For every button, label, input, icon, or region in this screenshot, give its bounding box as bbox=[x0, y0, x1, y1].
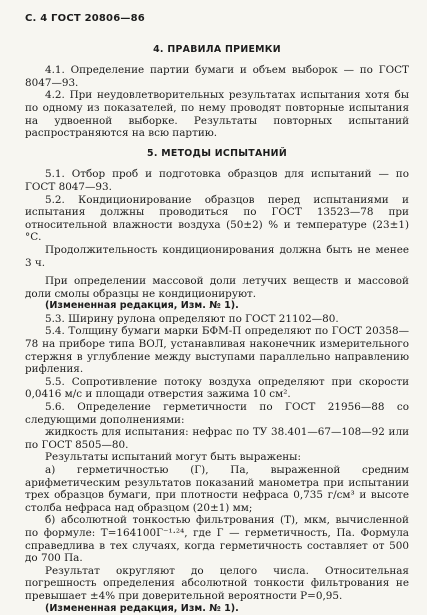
paragraph-4-1: 4.1. Определение партии бумаги и объем выборок — по ГОСТ 8047—93. bbox=[25, 64, 409, 89]
section-4-title: 4. ПРАВИЛА ПРИЕМКИ bbox=[153, 43, 281, 55]
paragraph-5-4: 5.4. Толщину бумаги марки БФМ-П определяют по ГОСТ 20358—78 на приборе типа ВОЛ, устанавливая наконечник измерительного стержня в углубление между выступами параллельно направлению рифления. bbox=[25, 325, 409, 376]
paragraph-4-2: 4.2. При неудовлетворительных результатах испытания хотя бы по одному из показателей, по нему проводят повторные испытания на удвоенной выборке. Результаты повторных испытаний распространяются на всю партию. bbox=[25, 89, 409, 140]
paragraph-5-1: 5.1. Отбор проб и подготовка образцов для испытаний — по ГОСТ 8047—93. bbox=[25, 168, 409, 193]
paragraph-5-5: 5.5. Сопротивление потоку воздуха определяют при скорости 0,0416 м/с и площади отверстия зажима 10 см². bbox=[25, 375, 409, 401]
paragraph-5-3: 5.3. Ширину рулона определяют по ГОСТ 21102—80. bbox=[45, 312, 339, 325]
paragraph-rounding: Результат округляют до целого числа. Относительная погрешность определения абсолютной тонкости фильтрования не превышает ±4% при доверительной вероятности P=0,95. bbox=[25, 564, 409, 602]
paragraph-test-liquid: жидкость для испытания: нефрас по ТУ 38.401—67—108—92 или по ГОСТ 8505—80. bbox=[25, 426, 409, 451]
section-5-title: 5. МЕТОДЫ ИСПЫТАНИЙ bbox=[147, 147, 287, 159]
paragraph-5-6: 5.6. Определение герметичности по ГОСТ 21956—88 со следующими дополнениями: bbox=[25, 401, 409, 426]
paragraph-results-intro: Результаты испытаний могут быть выражены: bbox=[45, 451, 301, 464]
edition-note-2: (Измененная редакция, Изм. № 1). bbox=[45, 602, 239, 614]
page-header: С. 4 ГОСТ 20806—86 bbox=[25, 13, 145, 24]
paragraph-conditioning-duration: Продолжительность кондиционирования должна быть не менее 3 ч. bbox=[25, 243, 409, 269]
edition-note-1: (Измененная редакция, Изм. № 1). bbox=[45, 300, 239, 312]
paragraph-volatile-note: При определении массовой доли летучих веществ и массовой доли смолы образцы не кондиционируют. bbox=[25, 275, 409, 300]
paragraph-item-b: б) абсолютной тонкостью фильтрования (T), мкм, вычисленной по формуле: T=164100Г⁻¹·²⁴, где Г — герметичность, Па. Формула справедлива в тех случаях, когда герметичность составляет от 500 до 700 Па. bbox=[25, 514, 409, 565]
paragraph-item-a: а) герметичностью (Г), Па, выраженной средним арифметическим результатов показаний манометра при испытании трех образцов бумаги, при плотности нефраса 0,735 г/см³ и высоте столба нефраса над образцом (20±1) мм; bbox=[25, 464, 409, 514]
paragraph-5-2: 5.2. Кондиционирование образцов перед испытаниями и испытания должны проводиться по ГОСТ 13523—78 при относительной влажности воздуха (50±2) % и температуре (23±1) °С. bbox=[25, 193, 409, 244]
